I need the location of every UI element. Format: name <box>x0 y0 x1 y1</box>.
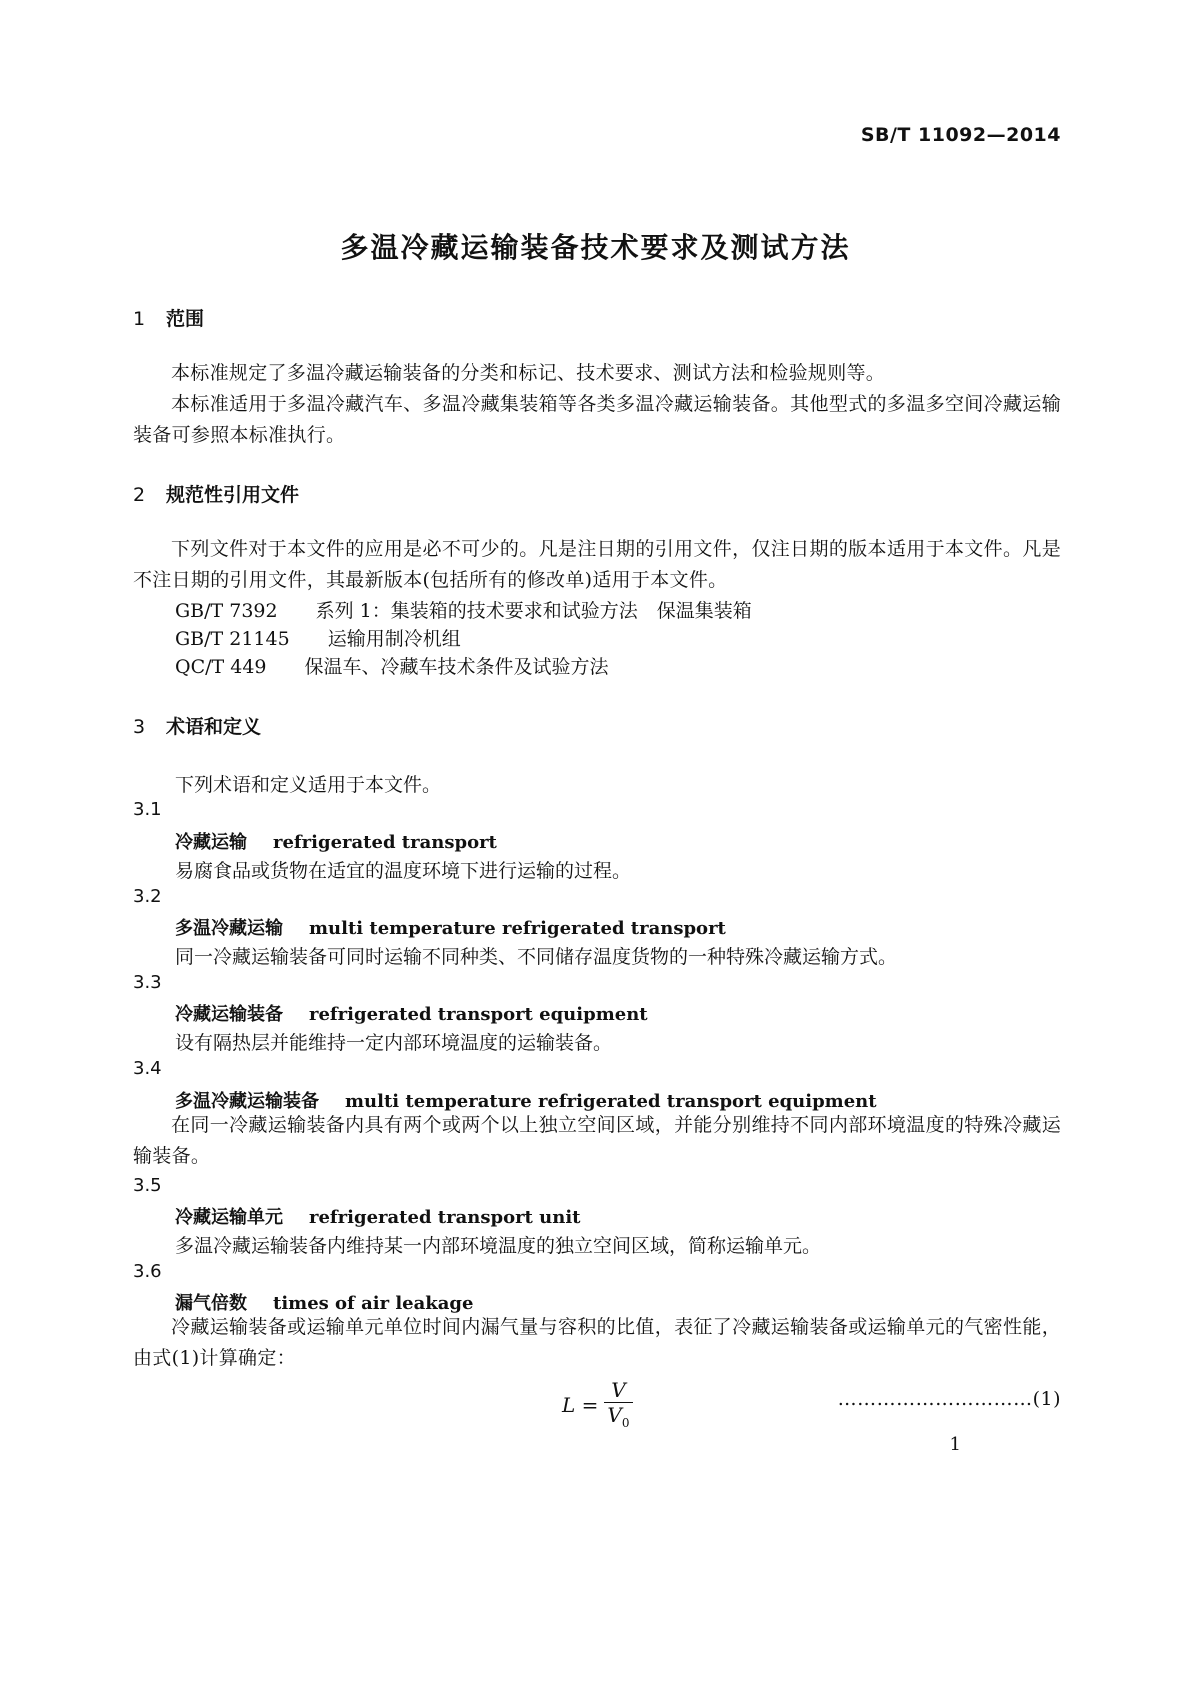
term-heading <box>175 828 497 854</box>
term-chinese: 多温冷藏运输 <box>175 918 283 939</box>
term-english: multi temperature refrigerated transport equipment <box>345 1091 877 1112</box>
term-english: refrigerated transport equipment <box>309 1004 648 1025</box>
section-3-intro: 下列术语和定义适用于本文件。 <box>175 774 442 796</box>
term-chinese: 漏气倍数 <box>175 1293 247 1314</box>
page-number: 1 <box>949 1434 961 1455</box>
section-3-heading <box>133 712 261 739</box>
term-heading <box>175 914 726 940</box>
term-definition: 同一冷藏运输装备可同时运输不同种类、不同储存温度货物的一种特殊冷藏运输方式。 <box>175 946 898 968</box>
term-definition: 易腐食品或货物在适宜的温度环境下进行运输的过程。 <box>175 860 632 882</box>
section-number: 3 <box>133 716 146 738</box>
section-1-heading <box>133 304 204 331</box>
reference-code: GB/T 21145 <box>175 628 290 650</box>
reference-title: 系列 1：集装箱的技术要求和试验方法 保温集装箱 <box>315 600 752 622</box>
term-english: multi temperature refrigerated transport <box>309 918 726 939</box>
term-number: 3.2 <box>133 886 162 907</box>
section-number: 2 <box>133 484 146 506</box>
term-chinese: 多温冷藏运输装备 <box>175 1091 319 1112</box>
section-2-heading <box>133 480 299 507</box>
section-1-paragraph-2: 本标准适用于多温冷藏汽车、多温冷藏集装箱等各类多温冷藏运输装备。其他型式的多温多空间冷藏运输装备可参照本标准执行。 <box>133 393 1061 446</box>
reference-title: 运输用制冷机组 <box>327 628 461 650</box>
section-title: 范围 <box>166 308 205 330</box>
term-chinese: 冷藏运输装备 <box>175 1004 283 1025</box>
term-english: refrigerated transport unit <box>309 1207 581 1228</box>
reference-item <box>175 652 609 679</box>
reference-item <box>175 596 752 623</box>
document-title: 多温冷藏运输装备技术要求及测试方法 <box>340 231 851 264</box>
term-definition: 冷藏运输装备或运输单元单位时间内漏气量与容积的比值，表征了冷藏运输装备或运输单元的气密性能，由式(1)计算确定： <box>133 1316 1061 1369</box>
term-chinese: 冷藏运输 <box>175 832 247 853</box>
formula-numerator: V <box>604 1378 632 1403</box>
formula-fraction <box>604 1378 632 1435</box>
term-heading <box>175 1000 648 1026</box>
equation-number: …………………………(1) <box>837 1388 1061 1410</box>
standard-code: SB/T 11092—2014 <box>860 124 1061 146</box>
term-definition: 多温冷藏运输装备内维持某一内部环境温度的独立空间区域，简称运输单元。 <box>175 1235 822 1257</box>
term-definition: 设有隔热层并能维持一定内部环境温度的运输装备。 <box>175 1032 613 1054</box>
section-number: 1 <box>133 308 146 330</box>
term-number: 3.4 <box>133 1058 162 1079</box>
formula-denominator: $V_0$ <box>607 1403 630 1430</box>
term-heading <box>175 1203 580 1229</box>
section-title: 术语和定义 <box>166 716 262 738</box>
term-english: refrigerated transport <box>273 832 497 853</box>
term-english: times of air leakage <box>273 1293 474 1314</box>
term-chinese: 冷藏运输单元 <box>175 1207 283 1228</box>
section-1-paragraph-1: 本标准规定了多温冷藏运输装备的分类和标记、技术要求、测试方法和检验规则等。 <box>171 362 886 384</box>
section-title: 规范性引用文件 <box>166 484 300 506</box>
term-number: 3.6 <box>133 1261 162 1282</box>
term-number: 3.3 <box>133 972 162 993</box>
term-number: 3.1 <box>133 799 162 820</box>
term-number: 3.5 <box>133 1175 162 1196</box>
section-2-paragraph-1: 下列文件对于本文件的应用是必不可少的。凡是注日期的引用文件，仅注日期的版本适用于本文件。凡是不注日期的引用文件，其最新版本(包括所有的修改单)适用于本文件。 <box>133 538 1061 591</box>
reference-code: QC/T 449 <box>175 656 267 678</box>
reference-title: 保温车、冷藏车技术条件及试验方法 <box>304 656 609 678</box>
reference-code: GB/T 7392 <box>175 600 278 622</box>
formula-denominator-subscript: 0 <box>621 1416 630 1430</box>
term-definition: 在同一冷藏运输装备内具有两个或两个以上独立空间区域，并能分别维持不同内部环境温度的特殊冷藏运输装备。 <box>133 1114 1061 1167</box>
formula <box>562 1378 633 1435</box>
formula-lhs: L = <box>562 1393 599 1417</box>
reference-item <box>175 624 461 651</box>
